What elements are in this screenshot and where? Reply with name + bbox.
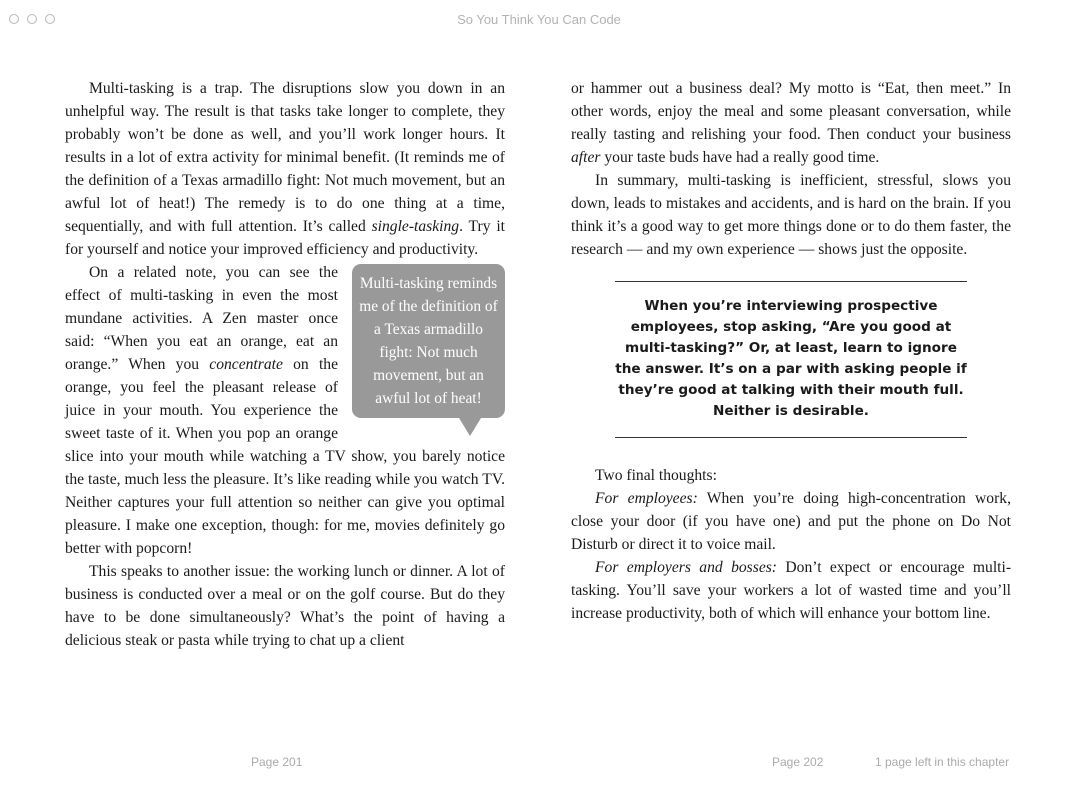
- paragraph: For employers and bosses: Don’t expect or encourage multi-tasking. You’ll save your workers a lot of wasted time and you’ll increase productivity, both of which will enhance your bottom line.: [571, 559, 1012, 622]
- window-title: So You Think You Can Code: [457, 12, 621, 27]
- paragraph: This speaks to another issue: the working lunch or dinner. A lot of business is conducted over a meal or on the golf course. But do they have to be done simultaneously? What’s the point of having a delicious steak or pasta while trying to chat up a client: [65, 563, 505, 649]
- right-page: [571, 77, 1011, 625]
- left-page-number: Page 201: [251, 755, 303, 769]
- paragraph: In summary, multi-tasking is inefficient, stressful, slows you down, leads to mistakes and accidents, and is hard on the brain. If you think it’s a good way to get more things done or to do them faster, the research — and my own experience — shows just the opposite.: [571, 172, 1011, 258]
- paragraph: Multi-tasking is a trap. The disruptions slow you down in an unhelpful way. The result is that tasks take longer to complete, they probably won’t be done as well, and you’ll work longer hours. It results in a lot of extra activity for minimal benefit. (It reminds me of the definition of a Texas armadillo fight: Not much movement, but an awful lot of heat!) The remedy is to do one thing at a time, sequentially, and with full attention. It’s called single-tasking. Try it for yourself and notice your improved efficiency and productivity.: [65, 80, 506, 258]
- callout-box: When you’re interviewing prospective employees, stop asking, “Are you good at multi-tasking?” Or, at least, learn to ignore the answer. It’s on a par with asking people if they’re good at talking with their mouth full. Neither is desirable.: [615, 281, 967, 438]
- paragraph: or hammer out a business deal? My motto is “Eat, then meet.” In other words, enjoy the meal and some pleasant conversation, while really tasting and relishing your food. Then conduct your business after your taste buds have had a really good time.: [571, 80, 1011, 166]
- left-page: [65, 77, 505, 652]
- paragraph: Two final thoughts:: [595, 467, 717, 484]
- paragraph: Multi-tasking reminds me of the definition of a Texas armadillo fight: Not much movement, but an awful lot of heat! On a related note, you can see the effect of multi-tasking in even the most mundane activities. A Zen master once said: “When you eat an orange, eat an orange.” When you concentrate on the orange, you feel the pleasant release of juice in your mouth. You experience the sweet taste of it. When you pop an orange slice into your mouth while watching a TV show, you barely notice the taste, much less the pleasure. It’s like reading while you watch TV. Neither captures your full attention so neither can give you optimal pleasure. I make one exception, though: for me, movies definitely go better with popcorn!: [65, 264, 505, 557]
- pull-quote-bubble: Multi-tasking reminds me of the definition of a Texas armadillo fight: Not much movement, but an awful lot of heat!: [352, 264, 505, 418]
- paragraph: For employees: When you’re doing high-concentration work, close your door (if you have one) and put the phone on Do Not Disturb or direct it to voice mail.: [571, 490, 1011, 553]
- chapter-progress: 1 page left in this chapter: [875, 755, 1010, 769]
- right-page-number: Page 202: [772, 755, 824, 769]
- title-bar: [0, 0, 1078, 40]
